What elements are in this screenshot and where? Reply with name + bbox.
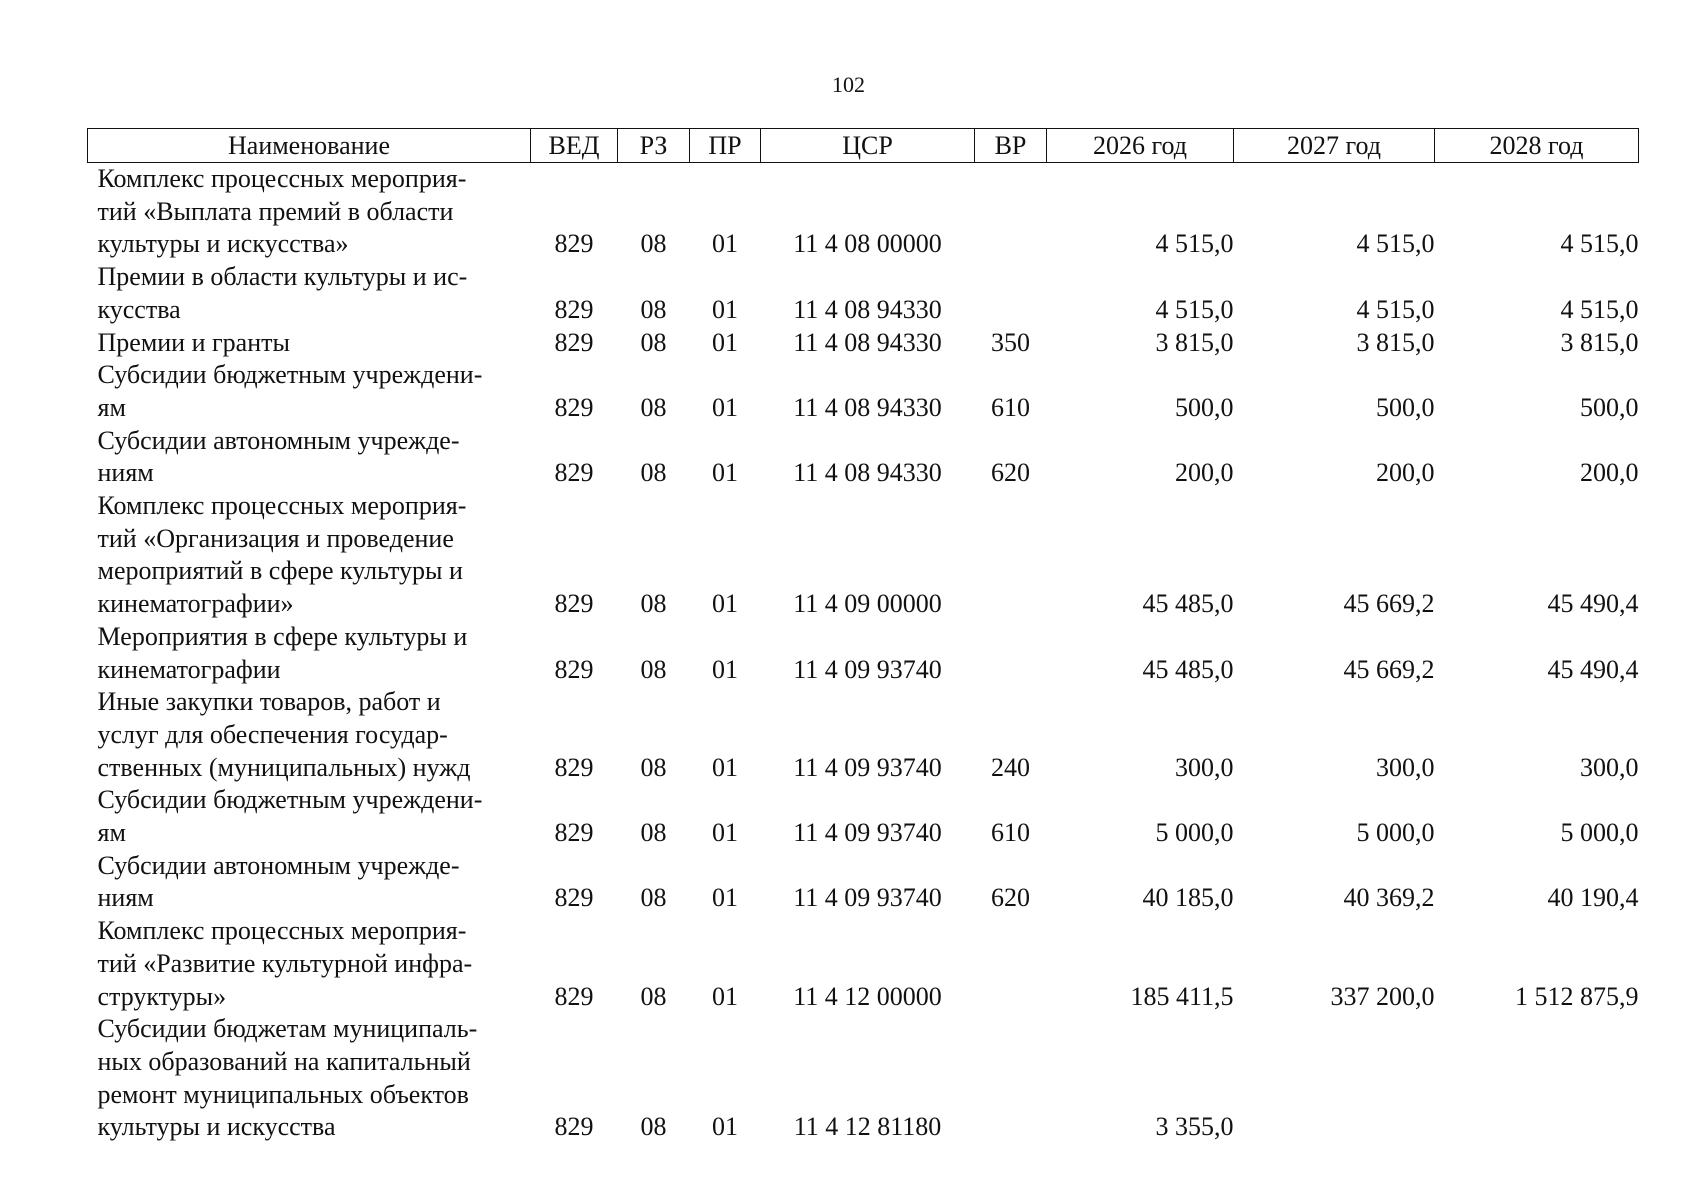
cell-csr: 11 4 08 94330 xyxy=(793,327,942,357)
cell-ved: 829 xyxy=(554,392,594,422)
cell-name xyxy=(88,784,531,849)
cell-ved: 829 xyxy=(554,654,594,684)
cell-2028: 45 490,4 xyxy=(1547,654,1639,684)
cell-2028: 500,0 xyxy=(1580,392,1639,422)
name-line: Комплекс процессных мероприя- xyxy=(97,916,467,946)
cell-rz: 08 xyxy=(640,589,667,619)
cell-pr: 01 xyxy=(712,589,738,619)
cell-name xyxy=(88,490,531,621)
cell-vr xyxy=(975,621,1047,686)
cell-pr: 01 xyxy=(712,229,738,259)
cell-name xyxy=(88,1013,531,1144)
cell-name xyxy=(88,686,531,784)
cell-ved: 829 xyxy=(554,294,594,324)
cell-ved: 829 xyxy=(554,589,594,619)
cell-2028: 45 490,4 xyxy=(1547,589,1639,619)
cell-vr: 240 xyxy=(991,752,1030,782)
cell-ved: 829 xyxy=(554,1112,594,1142)
cell-pr: 01 xyxy=(712,883,738,913)
cell-ved: 829 xyxy=(554,981,594,1011)
cell-name xyxy=(88,621,531,686)
name-line: Комплекс процессных мероприя- xyxy=(97,164,467,193)
header-2027: 2027 год xyxy=(1234,129,1435,163)
page-number: 102 xyxy=(832,72,865,97)
cell-vr: 610 xyxy=(991,818,1030,848)
cell-csr: 11 4 12 81180 xyxy=(793,1112,942,1142)
cell-2027: 45 669,2 xyxy=(1343,654,1435,684)
name-line: Субсидии автономным учрежде- xyxy=(97,850,460,880)
header-2028: 2028 год xyxy=(1435,129,1639,163)
cell-vr: 350 xyxy=(991,327,1030,357)
name-line: кинематографии xyxy=(97,654,281,684)
cell-rz: 08 xyxy=(640,229,667,259)
cell-name xyxy=(88,327,531,360)
cell-rz: 08 xyxy=(640,458,667,488)
cell-2028: 5 000,0 xyxy=(1560,818,1639,848)
header-csr: ЦСР xyxy=(761,129,975,163)
cell-ved: 829 xyxy=(554,818,594,848)
cell-ved: 829 xyxy=(554,883,594,913)
name-line: Субсидии автономным учрежде- xyxy=(97,425,460,455)
name-line: Субсидии бюджетным учреждени- xyxy=(97,360,483,390)
cell-csr: 11 4 09 00000 xyxy=(793,589,942,619)
cell-2026: 4 515,0 xyxy=(1155,294,1234,324)
cell-2027: 45 669,2 xyxy=(1343,589,1435,619)
cell-ved: 829 xyxy=(554,752,594,782)
table-row xyxy=(88,850,1639,915)
cell-vr: 610 xyxy=(991,392,1030,422)
header-2026: 2026 год xyxy=(1047,129,1234,163)
cell-name xyxy=(88,359,531,424)
cell-2027: 4 515,0 xyxy=(1356,229,1435,259)
table-row xyxy=(88,621,1639,686)
cell-ved: 829 xyxy=(554,229,594,259)
cell-2027: 200,0 xyxy=(1376,458,1435,488)
header-name: Наименование xyxy=(88,129,531,163)
name-line: ям xyxy=(97,818,126,848)
table-row xyxy=(88,359,1639,424)
table-row xyxy=(88,163,1639,262)
name-line: культуры и искусства xyxy=(97,1112,336,1142)
name-line: кинематографии» xyxy=(97,589,294,619)
cell-vr: 620 xyxy=(991,458,1030,488)
cell-csr: 11 4 12 00000 xyxy=(793,981,942,1011)
name-line: мероприятий в сфере культуры и xyxy=(97,556,463,586)
cell-rz: 08 xyxy=(640,1112,667,1142)
name-line: ственных (муниципальных) нужд xyxy=(97,752,471,782)
cell-2028: 200,0 xyxy=(1580,458,1639,488)
cell-rz: 08 xyxy=(640,752,667,782)
header-vr: ВР xyxy=(975,129,1047,163)
cell-csr: 11 4 08 00000 xyxy=(793,229,942,259)
table-header-row xyxy=(88,129,1639,163)
table-row xyxy=(88,915,1639,1013)
table-row xyxy=(88,686,1639,784)
cell-csr: 11 4 08 94330 xyxy=(793,458,942,488)
cell-rz: 08 xyxy=(640,981,667,1011)
name-line: Иные закупки товаров, работ и xyxy=(97,687,441,717)
cell-2026: 45 485,0 xyxy=(1142,589,1234,619)
table-row xyxy=(88,261,1639,326)
cell-2028: 4 515,0 xyxy=(1560,229,1639,259)
cell-2027: 337 200,0 xyxy=(1330,981,1435,1011)
cell-2026: 185 411,5 xyxy=(1130,981,1234,1011)
cell-2026: 45 485,0 xyxy=(1142,654,1234,684)
cell-pr: 01 xyxy=(712,294,738,324)
cell-pr: 01 xyxy=(712,752,738,782)
cell-2026: 4 515,0 xyxy=(1155,229,1234,259)
cell-2027: 300,0 xyxy=(1376,752,1435,782)
cell-vr xyxy=(975,163,1047,262)
cell-name xyxy=(88,850,531,915)
cell-rz: 08 xyxy=(640,327,667,357)
cell-vr xyxy=(975,261,1047,326)
cell-vr xyxy=(975,490,1047,621)
cell-pr: 01 xyxy=(712,654,738,684)
name-line: Премии в области культуры и ис- xyxy=(97,262,468,292)
cell-vr xyxy=(975,1013,1047,1144)
name-line: услуг для обеспечения государ- xyxy=(97,719,448,749)
cell-2027 xyxy=(1234,1013,1435,1144)
cell-2027: 5 000,0 xyxy=(1356,818,1435,848)
cell-pr: 01 xyxy=(712,327,738,357)
name-line: Субсидии бюджетам муниципаль- xyxy=(97,1014,478,1044)
header-rz: РЗ xyxy=(618,129,690,163)
name-line: ниям xyxy=(97,883,154,913)
table-row xyxy=(88,327,1639,360)
name-line: ных образований на капитальный xyxy=(97,1046,471,1076)
cell-ved: 829 xyxy=(554,327,594,357)
name-line: ниям xyxy=(97,458,154,488)
name-line: тий «Организация и проведение xyxy=(97,523,454,553)
cell-2026: 5 000,0 xyxy=(1155,818,1234,848)
cell-2026: 200,0 xyxy=(1175,458,1234,488)
cell-2026: 3 355,0 xyxy=(1155,1112,1234,1142)
cell-rz: 08 xyxy=(640,294,667,324)
cell-2027: 40 369,2 xyxy=(1343,883,1435,913)
name-line: ям xyxy=(97,392,126,422)
name-line: культуры и искусства» xyxy=(97,229,349,259)
cell-vr xyxy=(975,915,1047,1013)
cell-2028 xyxy=(1435,1013,1639,1144)
cell-name xyxy=(88,163,531,262)
cell-rz: 08 xyxy=(640,392,667,422)
cell-vr: 620 xyxy=(991,883,1030,913)
cell-2026: 300,0 xyxy=(1175,752,1234,782)
cell-pr: 01 xyxy=(712,392,738,422)
cell-csr: 11 4 09 93740 xyxy=(793,752,942,782)
cell-csr: 11 4 09 93740 xyxy=(793,654,942,684)
cell-2028: 40 190,4 xyxy=(1547,883,1639,913)
cell-2027: 3 815,0 xyxy=(1356,327,1435,357)
name-line: Комплекс процессных мероприя- xyxy=(97,491,467,521)
cell-pr: 01 xyxy=(712,1112,738,1142)
name-line: структуры» xyxy=(97,981,227,1011)
cell-csr: 11 4 09 93740 xyxy=(793,883,942,913)
name-line: тий «Выплата премий в области xyxy=(97,196,454,226)
name-line: Мероприятия в сфере культуры и xyxy=(97,621,468,651)
header-ved: ВЕД xyxy=(531,129,618,163)
table-body xyxy=(88,163,1639,1145)
cell-2026: 500,0 xyxy=(1175,392,1234,422)
cell-csr: 11 4 09 93740 xyxy=(793,818,942,848)
cell-ved: 829 xyxy=(554,458,594,488)
table-row xyxy=(88,1013,1639,1144)
name-line: тий «Развитие культурной инфра- xyxy=(97,948,473,978)
table-row xyxy=(88,425,1639,490)
name-line: Субсидии бюджетным учреждени- xyxy=(97,785,483,815)
cell-2027: 4 515,0 xyxy=(1356,294,1435,324)
cell-rz: 08 xyxy=(640,654,667,684)
table-row xyxy=(88,784,1639,849)
cell-2027: 500,0 xyxy=(1376,392,1435,422)
cell-csr: 11 4 08 94330 xyxy=(793,392,942,422)
cell-name xyxy=(88,261,531,326)
cell-pr: 01 xyxy=(712,458,738,488)
name-line: Премии и гранты xyxy=(97,327,290,357)
cell-rz: 08 xyxy=(640,818,667,848)
cell-2028: 300,0 xyxy=(1580,752,1639,782)
cell-2028: 4 515,0 xyxy=(1560,294,1639,324)
header-pr: ПР xyxy=(690,129,761,163)
cell-csr: 11 4 08 94330 xyxy=(793,294,942,324)
cell-2026: 3 815,0 xyxy=(1155,327,1234,357)
cell-2026: 40 185,0 xyxy=(1142,883,1234,913)
cell-2028: 3 815,0 xyxy=(1560,327,1639,357)
budget-table xyxy=(87,128,1639,1144)
cell-rz: 08 xyxy=(640,883,667,913)
cell-name xyxy=(88,915,531,1013)
cell-2028: 1 512 875,9 xyxy=(1515,981,1639,1011)
table-row xyxy=(88,490,1639,621)
cell-pr: 01 xyxy=(712,981,738,1011)
cell-pr: 01 xyxy=(712,818,738,848)
name-line: кусства xyxy=(97,294,181,324)
name-line: ремонт муниципальных объектов xyxy=(97,1079,469,1109)
cell-name xyxy=(88,425,531,490)
